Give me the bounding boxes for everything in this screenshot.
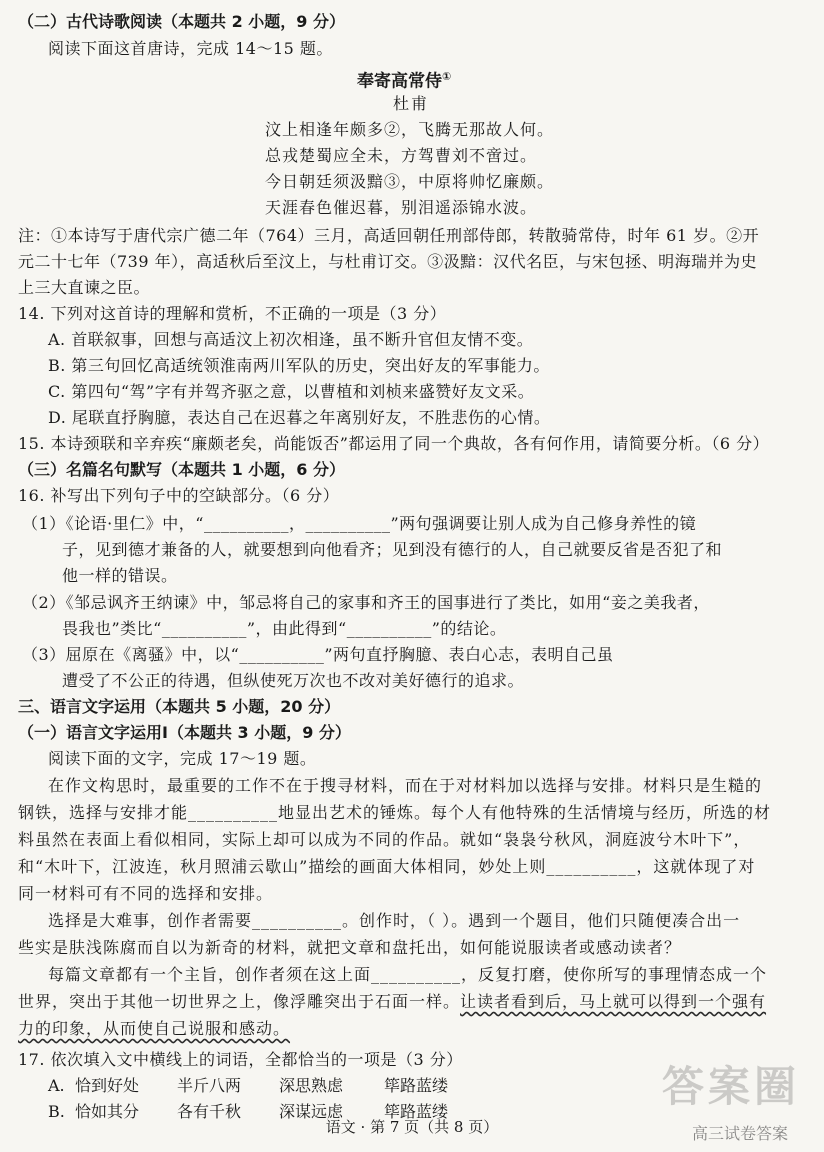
q17-option-a-label: A. [48,1076,65,1095]
q17-option-b-word-4: 筚路蓝缕 [384,1102,449,1121]
passage-p1-line-3: 料虽然在表面上看似相同，实际上却可以成为不同的作品。就如“袅袅兮秋风，洞庭波兮木叶下”， [18,830,751,849]
poem-line-2: 总戎楚蜀应全未，方驾曹刘不啻过。 [265,146,538,165]
q16-item-2a: （2）《邹忌讽齐王纳谏》中，邹忌将自己的家事和齐王的国事进行了类比，如用“妾之美我者， [22,593,710,612]
passage-p3-line-2 [18,992,766,1012]
watermark-logo: 答案圈 [661,1062,800,1111]
passage-p1-line-2: 钢铁，选择与安排才能__________地显出艺术的锤炼。每个人有他特殊的生活情境与经历，所选的材 [18,803,772,822]
q16-item-3b: 遭受了不公正的待遇，但纵使死万次也不改对美好德行的追求。 [62,671,525,690]
passage-p2-line-2: 些实是肤浅陈腐而自以为新奇的材料，就把文章和盘托出，如何能说服读者或感动读者？ [18,938,682,957]
q17-option-a-word-1: 恰到好处 [75,1076,140,1095]
q16-item-3a: （3）屈原在《离骚》中，以“__________”两句直抒胸臆、表白心志，表明自己虽 [22,645,614,664]
q17-option-b-label: B. [48,1102,65,1121]
q16-stem: 16. 补写出下列句子中的空缺部分。（6 分） [18,486,340,505]
passage-p3-line-1: 每篇文章都有一个主旨，创作者须在这上面__________，反复打磨，使你所写的事理情态成一个 [48,965,768,984]
poem-line-4: 天涯春色催迟暮，别泪遥添锦水波。 [265,198,538,217]
passage-p3-plain: 世界，突出于其他一切世界之上，像浮雕突出于石面一样。 [18,992,461,1011]
q16-item-1b: 子，见到德才兼备的人，就要想到向他看齐；见到没有德行的人，自己就要反省是否犯了和 [62,540,723,559]
passage-p1-line-5: 同一材料可有不同的选择和安排。 [18,884,274,903]
passage-p3-wavy-a: 让读者看到后，马上就可以得到一个强有 [460,992,767,1011]
poem-title: 奉寄高常侍① [357,70,452,92]
language-intro: 阅读下面的文字，完成 17～19 题。 [48,749,317,768]
page-footer: 语文 · 第 7 页（共 8 页） [325,1118,499,1136]
subsection-heading-language-1: （一）语言文字运用Ⅰ（本题共 3 小题，9 分） [18,723,351,742]
passage-p3-wavy-b: 力的印象，从而使自己说服和感动。 [18,1019,291,1038]
q16-item-1c: 他一样的错误。 [62,566,178,585]
q17-option-b-word-3: 深谋远虑 [279,1102,344,1121]
section-heading-poetry: （二）古代诗歌阅读（本题共 2 小题，9 分） [18,12,345,31]
section-heading-recite: （三）名篇名句默写（本题共 1 小题，6 分） [18,460,345,479]
poetry-intro: 阅读下面这首唐诗，完成 14～15 题。 [48,39,333,58]
q14-stem: 14. 下列对这首诗的理解和赏析，不正确的一项是（3 分） [18,304,447,323]
q14-option-a: A. 首联叙事，回想与高适汶上初次相逢，虽不断升官但友情不变。 [48,330,534,349]
watermark-caption: 高三试卷答案 [691,1124,788,1143]
q16-item-1a: （1）《论语·里仁》中，“__________，__________”两句强调要让别人成为自己修身养性的镜 [22,514,697,533]
poem-author: 杜甫 [393,94,430,113]
watermark [630,1054,810,1144]
q14-option-d: D. 尾联直抒胸臆，表达自己在迟暮之年离别好友，不胜悲伤的心情。 [48,408,551,427]
q17-option-a-word-4: 筚路蓝缕 [384,1076,449,1095]
q17-option-a-word-2: 半斤八两 [177,1076,242,1095]
passage-p3-line-3 [18,1019,290,1039]
q15-stem: 15. 本诗颈联和辛弃疾“廉颇老矣，尚能饭否”都运用了同一个典故，各有何作用，请简要分析。（6 分） [18,434,770,453]
passage-p2-line-1: 选择是大难事，创作者需要__________。创作时，（ ）。遇到一个题目，他们只随便凑合出一 [48,911,741,930]
q17-option-a-word-3: 深思熟虑 [279,1076,344,1095]
q17-stem: 17. 依次填入文中横线上的词语，全都恰当的一项是（3 分） [18,1050,463,1069]
poem-line-1: 汶上相逢年颇多②，飞腾无那故人何。 [265,120,555,139]
poem-line-3: 今日朝廷须汲黯③，中原将帅忆廉颇。 [265,172,555,191]
passage-p1-line-1: 在作文构思时，最重要的工作不在于搜寻材料，而在于对材料加以选择与安排。材料只是生糙的 [48,776,763,795]
q14-option-b: B. 第三句回忆高适统领淮南两川军队的历史，突出好友的军事能力。 [48,356,550,375]
poem-note-3: 上三大直谏之臣。 [18,278,151,297]
q16-item-2b: 畏我也”类比“__________”，由此得到“__________”的结论。 [62,619,507,638]
q17-option-b-word-1: 恰如其分 [75,1102,140,1121]
q17-option-b-word-2: 各有千秋 [177,1102,242,1121]
section-heading-language: 三、语言文字运用（本题共 5 小题，20 分） [18,697,341,716]
poem-note-2: 元二十七年（739 年），高适秋后至汶上，与杜甫订交。③汲黯：汉代名臣，与宋包拯、明海瑞并为史 [18,252,758,271]
q14-option-c: C. 第四句“驾”字有并驾齐驱之意，以曹植和刘桢来盛赞好友文采。 [48,382,535,401]
passage-p1-line-4: 和“木叶下，江波连，秋月照浦云歇山”描绘的画面大体相同，妙处上则__________，这就体现了对 [18,857,756,876]
poem-note-1: 注：①本诗写于唐代宗广德二年（764）三月，高适回朝任刑部侍郎，转散骑常侍，时年 61 岁。②开 [18,226,760,245]
